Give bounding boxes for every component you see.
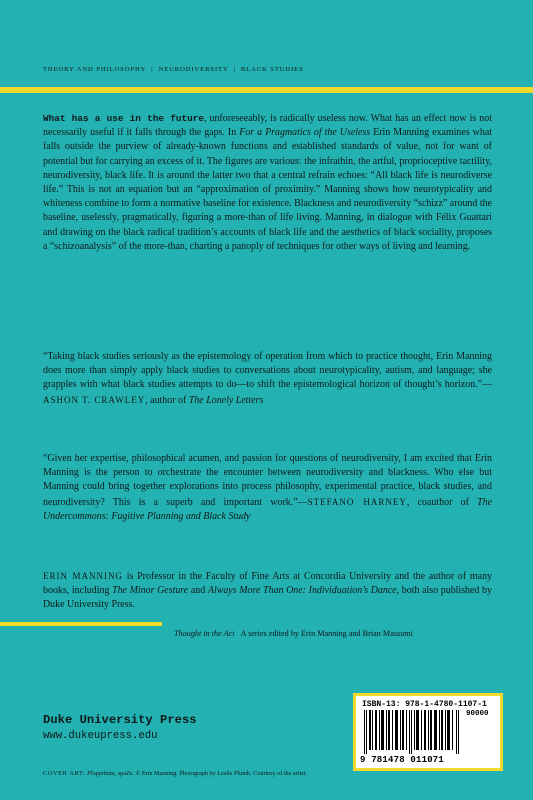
category-theory: THEORY AND PHILOSOPHY bbox=[43, 66, 147, 73]
bio-book1: The Minor Gesture bbox=[112, 585, 189, 597]
category-separator: | bbox=[233, 66, 236, 73]
description-part2: Erin Manning examines what falls outside the purview of already-known functions and established standards of value, not for want of potential but for carrying an excess of it. The figures are various: the infrathin, the artful, proprioceptive tactility, neurodiversity, black life. It is around the latter two that a central refrain echoes: “All black life is neurodiverse life.” This is not an equation but an “approximation of proximity.” Manning shows how neurotypicality and whiteness combine to form a normative baseline for existence. Blackness and neurodiversity “schizz” around the baseline, uselessly, pragmatically, figuring a more-than of life living. Manning, in dialogue with Félix Guattari and drawing on the black radical tradition’s accounts of black life and the aesthetics of black sociality, proposes a “schizoanalysis” of the more-than, charting a panoply of techniques for other ways of living and learning. bbox=[43, 127, 493, 252]
series-line bbox=[174, 629, 504, 638]
book-description bbox=[43, 112, 492, 254]
endorsement-crawley bbox=[43, 350, 492, 408]
bio-text2: , both also published by Duke University Press. bbox=[43, 585, 492, 611]
category-separator: | bbox=[151, 66, 154, 73]
bio-book2: Always More Than One: Individuation’s Dance bbox=[207, 585, 397, 597]
quote-affiliation: , author of bbox=[145, 394, 189, 406]
description-part1: , unforeseeably, is radically useless now. What has an effect now is not necessarily useful if it falls through the gaps. In bbox=[43, 113, 492, 139]
accent-band-series bbox=[0, 622, 162, 626]
category-black-studies: BLACK STUDIES bbox=[240, 66, 304, 73]
bio-and: and bbox=[188, 585, 208, 597]
description-lead: What has a use in the future bbox=[43, 113, 204, 124]
series-editors: A series edited by Erin Manning and Brian Massumi bbox=[240, 629, 413, 638]
quote-affiliation: , coauthor of bbox=[406, 496, 478, 508]
quote-author: STEFANO HARNEY bbox=[307, 496, 407, 507]
quote-book: The Undercommons: Fugitive Planning and Black Study bbox=[43, 496, 493, 522]
publisher-website: www.dukeupress.edu bbox=[43, 730, 158, 742]
quote-book: The Lonely Letters bbox=[188, 394, 264, 406]
barcode-bars bbox=[362, 710, 462, 754]
quote-text: “Taking black studies seriously as the epistemology of operation from which to practice thought, Erin Manning does more than simply apply black studies to conversations about neurotypicality, autism, and language; she grapples with what black studies attempts to do—to shift the epistemological horizon of thought’s horizon.”— bbox=[43, 351, 492, 391]
endorsement-harney bbox=[43, 452, 492, 524]
isbn-label: ISBN-13: 978-1-4780-1107-1 bbox=[362, 700, 487, 709]
cover-credit bbox=[43, 770, 307, 777]
barcode-panel bbox=[353, 693, 503, 771]
series-name: Thought in the Act bbox=[174, 629, 235, 638]
cover-work-title: Ploppiñata bbox=[87, 770, 115, 777]
quote-author: ASHON T. CRAWLEY bbox=[43, 394, 146, 405]
cover-credit-text: , spaZe. © Erin Manning. Photograph by Leslie Plumb. Courtesy of the artist. bbox=[114, 770, 307, 777]
category-neurodiversity: NEURODIVERSITY bbox=[158, 66, 229, 73]
bio-text: is Professor in the Faculty of Fine Arts at Concordia University and the author of many books, including bbox=[43, 571, 493, 597]
price-code: 90000 bbox=[466, 710, 489, 718]
publisher-name: Duke University Press bbox=[43, 713, 197, 727]
accent-band-top bbox=[0, 87, 533, 93]
category-line bbox=[43, 66, 304, 73]
quote-text: “Given her expertise, philosophical acumen, and passion for questions of neurodiversity, I am excited that Erin Manning is the person to orchestrate the encounter between neurodiversity and blackness. Who else but Manning could bring together explorations into process philosophy, experimental practice, black studies, and neurodiversity? This is a superb and important work.”— bbox=[43, 453, 492, 508]
ean-number: 9 781478 011071 bbox=[360, 755, 445, 765]
cover-credit-label: COVER ART: bbox=[43, 770, 86, 777]
bio-name: ERIN MANNING bbox=[43, 571, 124, 581]
author-bio bbox=[43, 569, 492, 613]
book-title: For a Pragmatics of the Useless bbox=[239, 127, 371, 139]
